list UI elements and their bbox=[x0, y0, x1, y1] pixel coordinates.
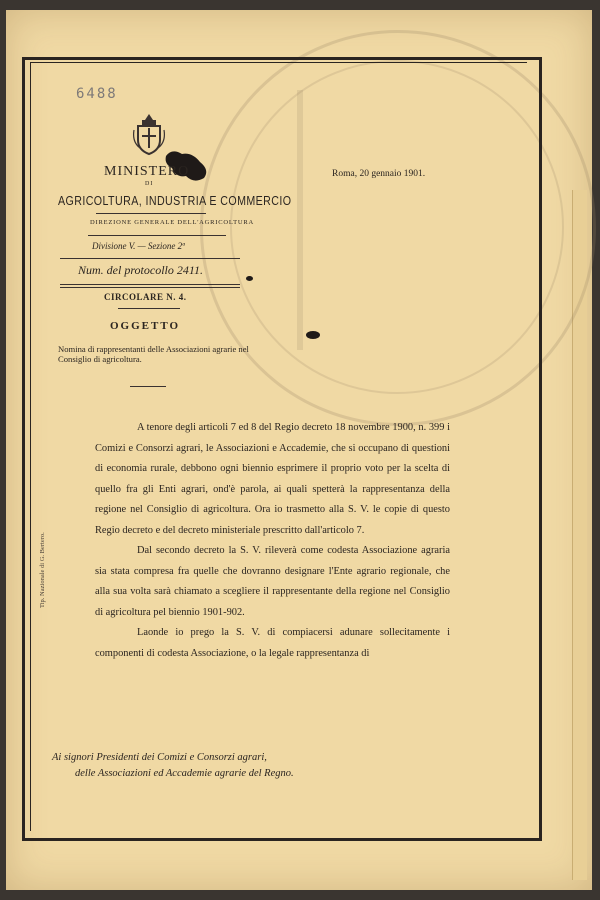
paragraph-3: Laonde io prego la S. V. di compiacersi adunare sollecitamente i componenti di codesta Associazione, o la legale rappresentanza di bbox=[95, 627, 450, 659]
circolare-number: CIRCOLARE N. 4. bbox=[104, 292, 187, 302]
header-rule bbox=[60, 258, 240, 259]
paragraph-1: A tenore degli articoli 7 ed 8 del Regio decreto 18 novembre 1900, n. 399 i Comizi e Consorzi agrari, le Associazioni e Accademie, che si occupano di questioni di economia rurale, debbono ogni biennio esprimere il proprio voto per la scelta di quello fra gli Enti agrari, ond'è parola, ai quali spetterà la rappresentanza della regione nel Consiglio di agricoltura. Ora io trasmetto alla S. V. le copie di questo Regio decreto e del decreto ministeriale prescritto dall'articolo 7. bbox=[95, 422, 450, 536]
header-rule bbox=[96, 213, 206, 214]
printer-credit: Tip. Nazionale di G. Bertero. bbox=[39, 532, 46, 608]
royal-crest-icon bbox=[132, 112, 166, 156]
header-rule bbox=[60, 284, 240, 285]
header-rule bbox=[60, 287, 240, 288]
ministry-label: MINISTERO bbox=[104, 164, 190, 179]
oggetto-text: Nomina di rappresentanti delle Associazioni agrarie nel Consiglio di agricoltura. bbox=[58, 344, 249, 364]
direzione-generale: DIREZIONE GENERALE DELL'AGRICOLTURA bbox=[90, 219, 254, 226]
header-rule bbox=[88, 235, 226, 236]
paragraph-2: Dal secondo decreto la S. V. rileverà come codesta Associazione agraria sia stata compresa fra quelle che dovranno designare l'Ente agrario regionale, che alla sua volta sarà chiamato a scegliere il rappresentante della regione nel Consiglio di agricoltura pel biennio 1901-902. bbox=[95, 545, 450, 618]
oggetto-label: OGGETTO bbox=[110, 320, 181, 332]
header-rule bbox=[130, 386, 166, 387]
ministry-di: DI bbox=[145, 181, 154, 187]
letter-body bbox=[95, 418, 450, 664]
ink-spot bbox=[246, 276, 253, 281]
divisione: Divisione V. — Sezione 2ª bbox=[92, 241, 185, 251]
header-rule bbox=[118, 308, 180, 309]
ink-spot bbox=[306, 331, 320, 339]
recipients-line-2: delle Associazioni ed Accademie agrarie del Regno. bbox=[75, 768, 294, 779]
ministry-name: AGRICOLTURA, INDUSTRIA E COMMERCIO bbox=[58, 193, 292, 208]
document-date: Roma, 20 gennaio 1901. bbox=[332, 169, 426, 179]
stamp-number: 6488 bbox=[76, 86, 118, 102]
recipients-line-1: Ai signori Presidenti dei Comizi e Consorzi agrari, bbox=[52, 752, 267, 763]
protocollo-number: Num. del protocollo 2411. bbox=[78, 263, 203, 277]
